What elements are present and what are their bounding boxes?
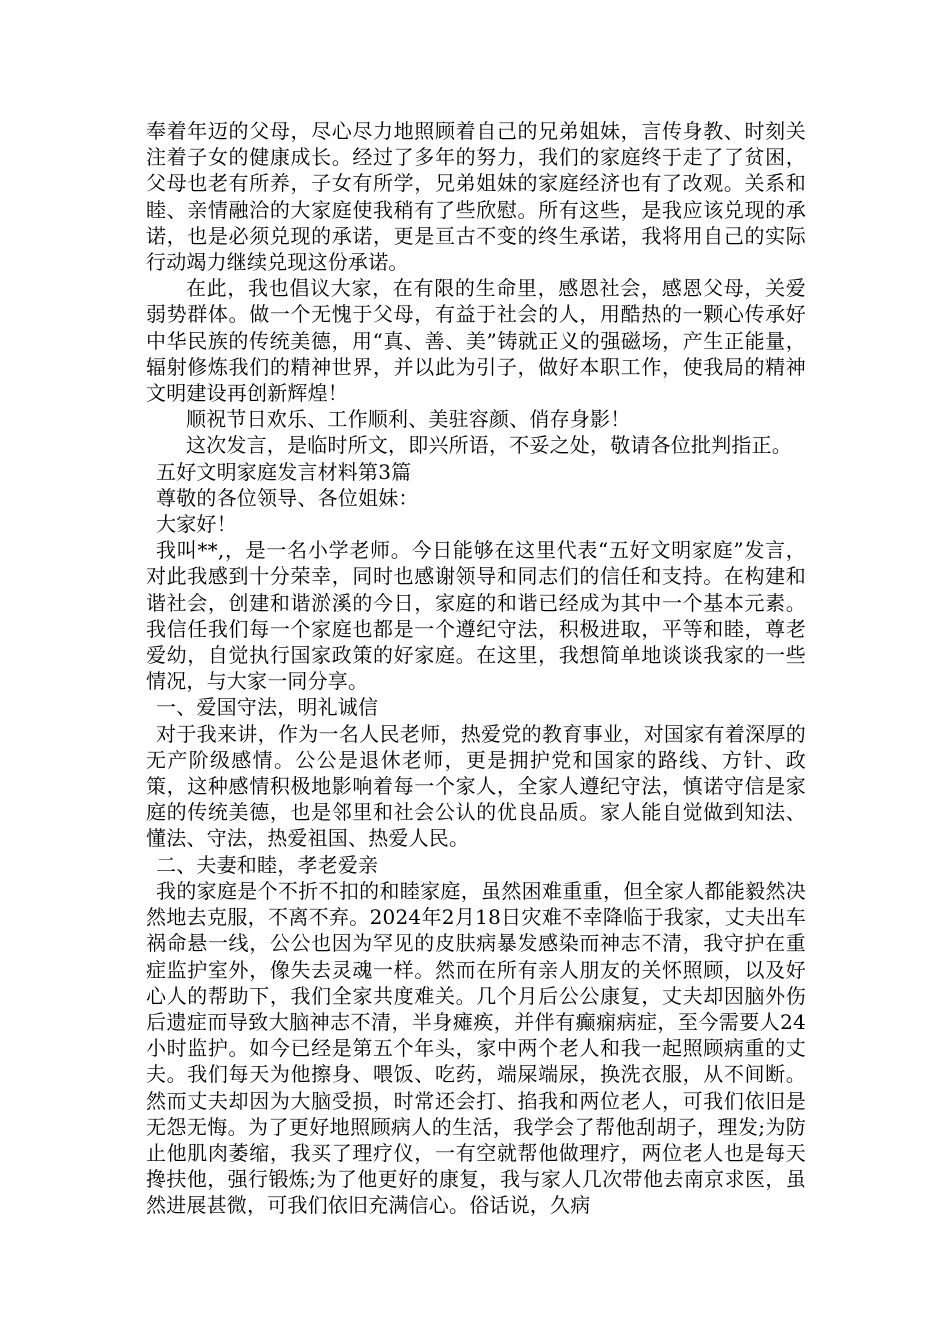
paragraph-3: 顺祝节日欢乐、工作顺利、美驻容颜、俏存身影！ xyxy=(186,407,631,432)
heading-2: 二、夫妻和睦，孝老爱亲 xyxy=(156,852,379,877)
greeting: 大家好！ xyxy=(156,512,237,537)
paragraph-intro: 我叫**,，是一名小学老师。今日能够在这里代表“五好文明家庭”发言，对此我感到十分荣幸，同时也感谢领导和同志们的信任和支持。在构建和谐社会，创建和谐淤溪的今日，家庭的和谐已经成为其中一个基本元素。我信任我们每一个家庭也都是一个遵纪守法，积极进取，平等和睦，尊老爱幼，自觉执行国家政策的好家庭。在这里，我想简单地谈谈我家的一些情况，与大家一同分享。 xyxy=(146,538,806,694)
salutation: 尊敬的各位领导、各位姐妹： xyxy=(156,485,419,510)
heading-1: 一、爱国守法，明礼诚信 xyxy=(156,695,379,720)
document-page xyxy=(146,118,806,1219)
paragraph-4: 这次发言，是临时所文，即兴所语，不妥之处，敬请各位批判指正。 xyxy=(186,433,792,458)
paragraph-family: 我的家庭是个不折不扣的和睦家庭，虽然困难重重，但全家人都能毅然决然地去克服，不离不弃。2024年2月18日灾难不幸降临于我家，丈夫出车祸命悬一线，公公也因为罕见的皮肤病暴发感染而神志不清，我守护在重症监护室外，像失去灵魂一样。然而在所有亲人朋友的关怀照顾，以及好心人的帮助下，我们全家共度难关。几个月后公公康复，丈夫却因脑外伤后遗症而导致大脑神志不清，半身瘫痪，并伴有癫痫病症，至今需要人24小时监护。如今已经是第五个年头，家中两个老人和我一起照顾病重的丈夫。我们每天为他擦身、喂饭、吃药，端屎端尿，换洗衣服，从不间断。然而丈夫却因为大脑受损，时常还会打、掐我和两位老人，可我们依旧是无怨无悔。为了更好地照顾病人的生活，我学会了帮他刮胡子，理发;为防止他肌肉萎缩，我买了理疗仪，一有空就帮他做理疗，两位老人也是每天搀扶他，强行锻炼;为了他更好的康复，我与家人几次带他去南京求医，虽然进展甚微，可我们依旧充满信心。俗话说，久病 xyxy=(146,878,806,1218)
paragraph-patriotism: 对于我来讲，作为一名人民老师，热爱党的教育事业，对国家有着深厚的无产阶级感情。公公是退休老师，更是拥护党和国家的路线、方针、政策，这种感情积极地影响着每一个家人，全家人遵纪守法，慎诺守信是家庭的传统美德，也是邻里和社会公认的优良品质。家人能自觉做到知法、懂法、守法，热爱祖国、热爱人民。 xyxy=(146,721,806,851)
paragraph-1: 奉着年迈的父母，尽心尽力地照顾着自己的兄弟姐妹，言传身教、时刻关注着子女的健康成长。经过了多年的努力，我们的家庭终于走了了贫困，父母也老有所养，子女有所学，兄弟姐妹的家庭经济也有了改观。关系和睦、亲情融洽的大家庭使我稍有了些欣慰。所有这些，是我应该兑现的承诺，也是必须兑现的承诺，更是亘古不变的终生承诺，我将用自己的实际行动竭力继续兑现这份承诺。 xyxy=(146,119,806,275)
section-title: 五好文明家庭发言材料第3篇 xyxy=(156,459,412,484)
paragraph-2: 在此，我也倡议大家，在有限的生命里，感恩社会，感恩父母，关爱弱势群体。做一个无愧于父母，有益于社会的人，用酷热的一颗心传承好中华民族的传统美德，用“真、善、美”铸就正义的强磁场，产生正能量，辐射修炼我们的精神世界，并以此为引子，做好本职工作，使我局的精神文明建设再创新辉煌！ xyxy=(146,276,806,406)
